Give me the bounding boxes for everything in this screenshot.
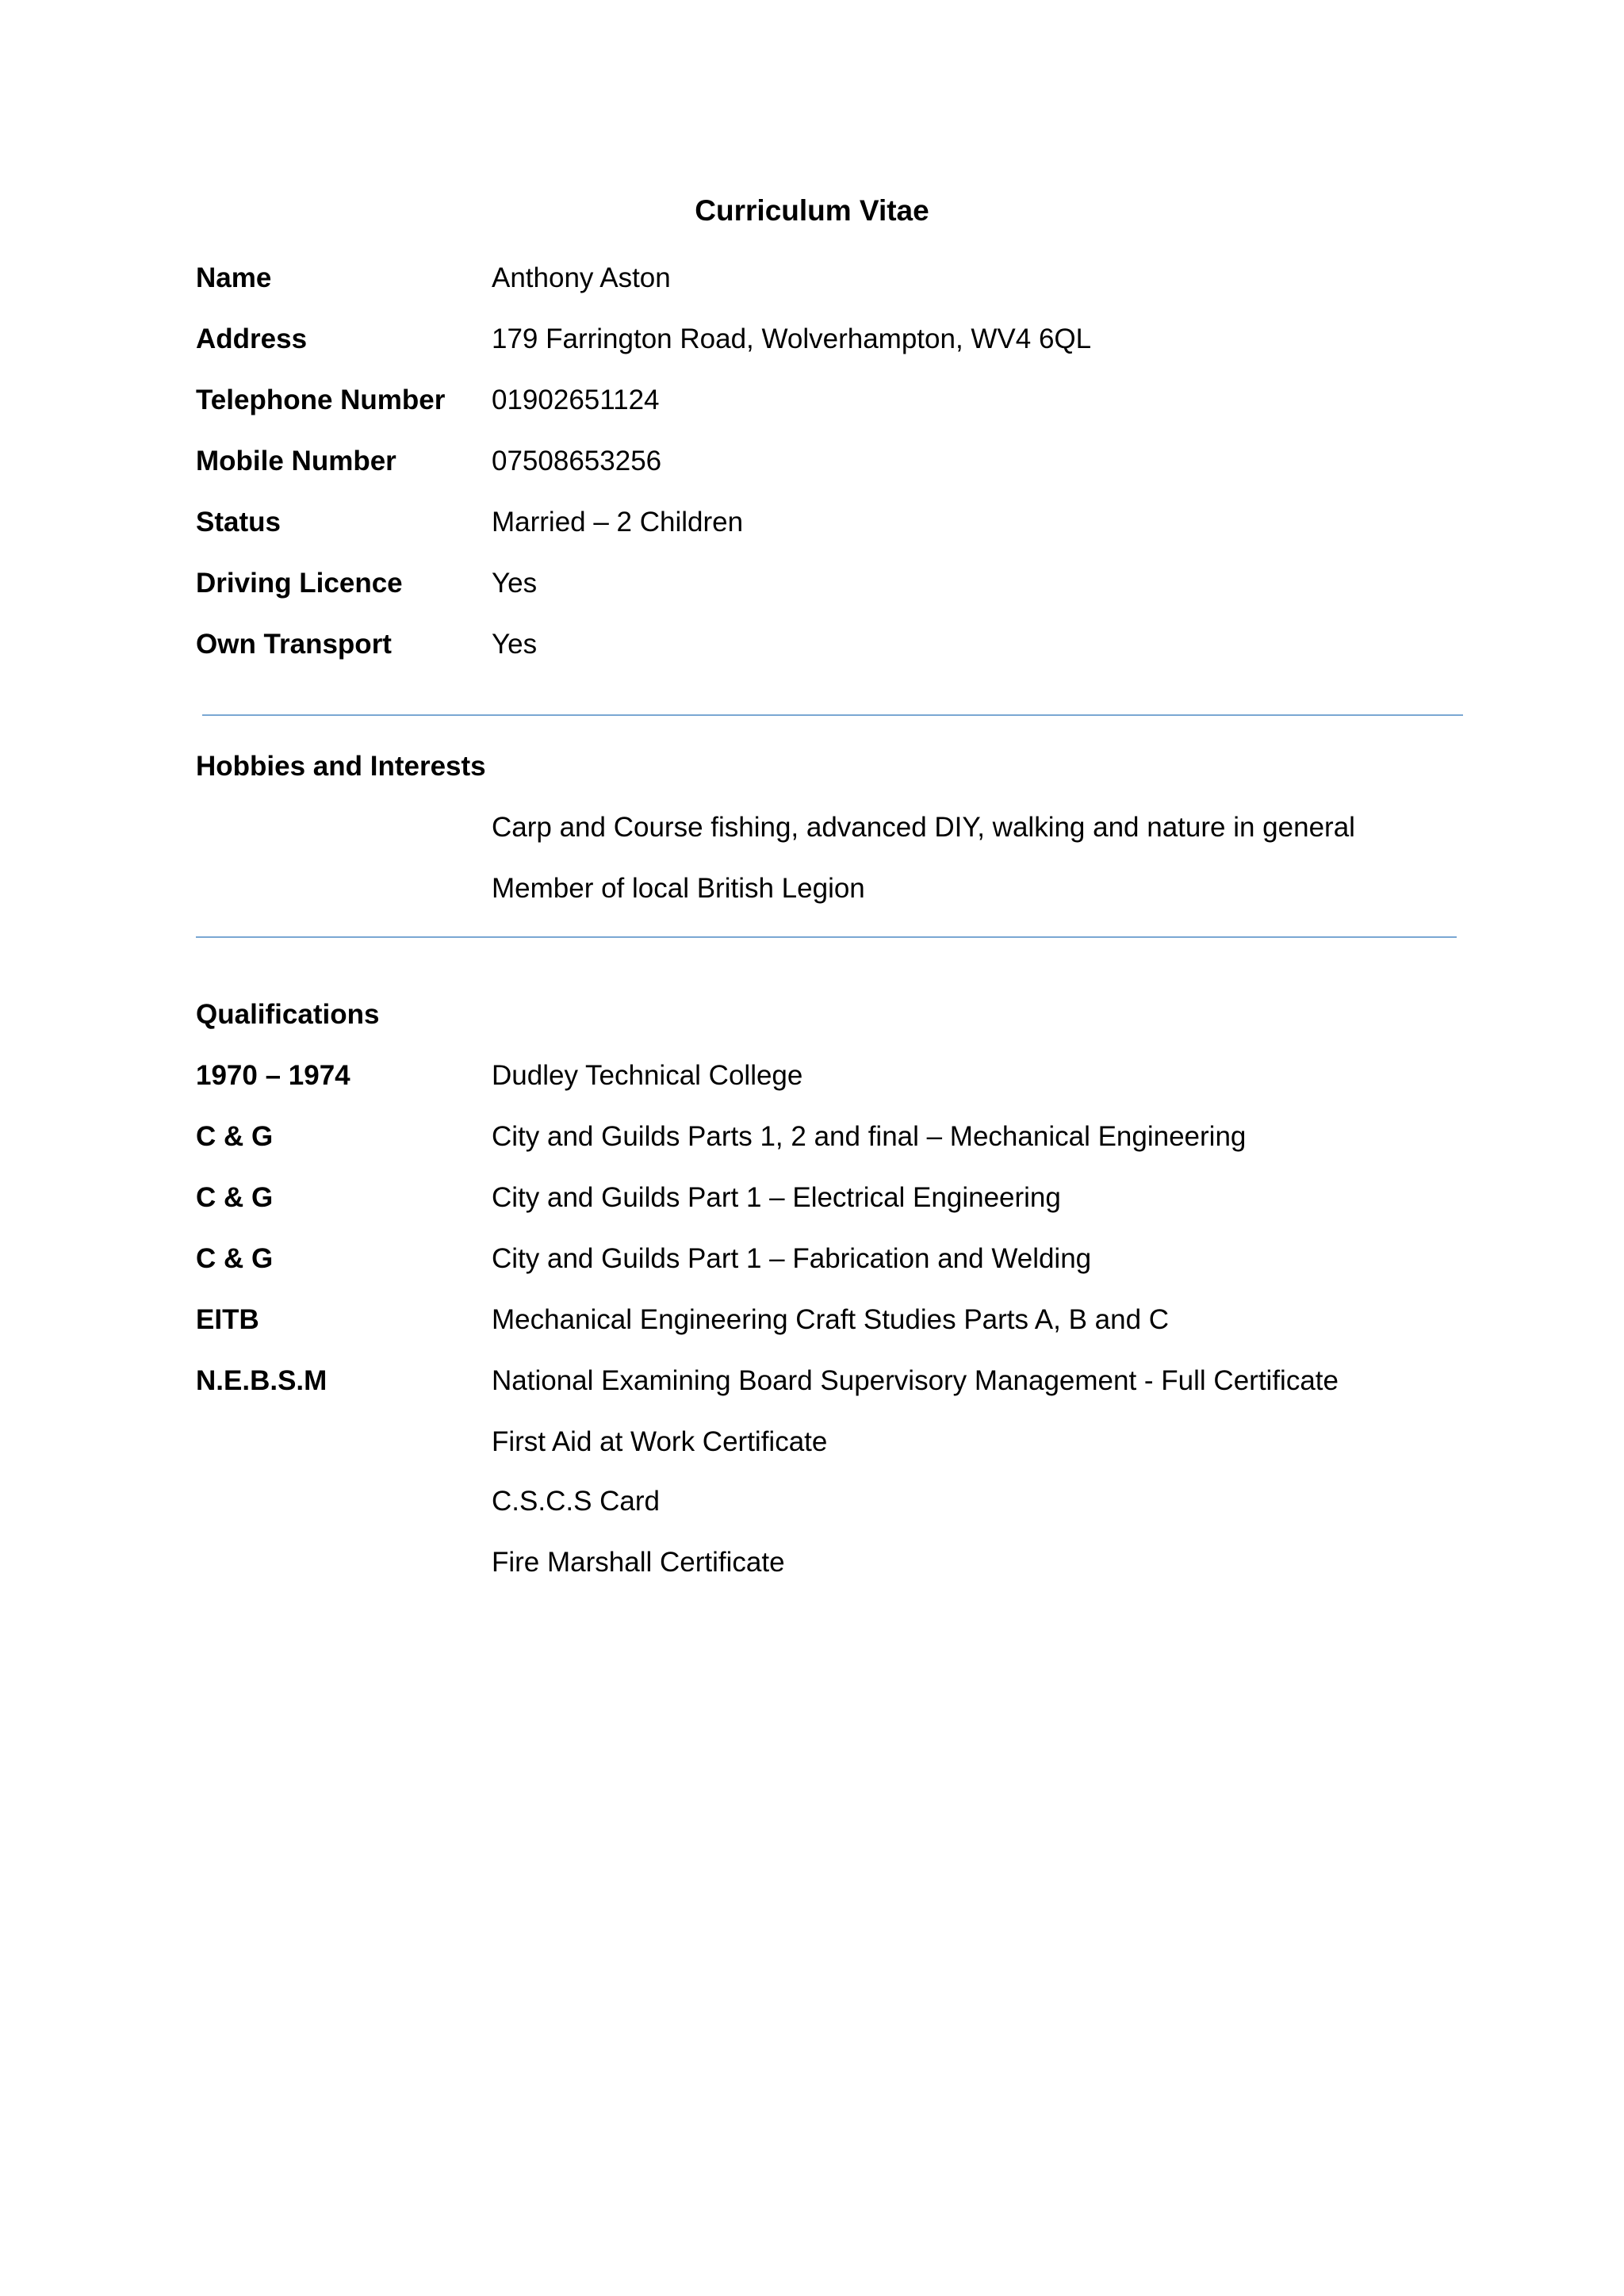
qualification-row — [196, 1539, 1465, 1586]
field-value: Married – 2 Children — [492, 507, 744, 538]
field-label: Driving Licence — [196, 568, 403, 599]
field-value: 01902651124 — [492, 385, 660, 415]
hobbies-heading: Hobbies and Interests — [196, 751, 486, 782]
personal-row-own-transport — [196, 621, 1465, 668]
qualification-row — [196, 1418, 1465, 1466]
qualification-label: C & G — [196, 1121, 274, 1152]
qualification-value: National Examining Board Supervisory Management - Full Certificate — [492, 1365, 1339, 1396]
qualification-row — [196, 1357, 1465, 1405]
hobby-text: Member of local British Legion — [492, 873, 865, 904]
qualification-value: Mechanical Engineering Craft Studies Parts A, B and C — [492, 1304, 1170, 1335]
field-label: Own Transport — [196, 629, 392, 660]
qualification-row — [196, 1478, 1465, 1525]
qualification-label: N.E.B.S.M — [196, 1365, 327, 1396]
field-label: Address — [196, 323, 308, 354]
qualification-row — [196, 1113, 1465, 1161]
qualification-value: First Aid at Work Certificate — [492, 1426, 828, 1457]
qualification-value: Fire Marshall Certificate — [492, 1547, 785, 1578]
field-label: Telephone Number — [196, 385, 446, 415]
qualification-row — [196, 1235, 1465, 1283]
field-value: Yes — [492, 629, 538, 660]
qualification-row — [196, 1174, 1465, 1222]
personal-row-address — [196, 316, 1465, 363]
qualification-label: EITB — [196, 1304, 259, 1335]
page-title: Curriculum Vitae — [695, 194, 929, 227]
section-divider — [196, 936, 1457, 938]
qualification-value: C.S.C.S Card — [492, 1486, 660, 1517]
personal-row-driving-licence — [196, 560, 1465, 607]
qualification-value: City and Guilds Parts 1, 2 and final – Mechanical Engineering — [492, 1121, 1247, 1152]
section-divider — [202, 714, 1463, 716]
qualification-label: C & G — [196, 1182, 274, 1213]
qualification-value: City and Guilds Part 1 – Fabrication and Welding — [492, 1243, 1092, 1274]
field-label: Mobile Number — [196, 446, 396, 476]
qualification-row — [196, 1052, 1465, 1100]
field-value: 07508653256 — [492, 446, 662, 476]
field-value: Anthony Aston — [492, 262, 671, 293]
field-label: Status — [196, 507, 281, 538]
qualification-row — [196, 1296, 1465, 1344]
field-value: Yes — [492, 568, 538, 599]
field-label: Name — [196, 262, 272, 293]
qualification-label: 1970 – 1974 — [196, 1060, 350, 1091]
personal-row-name — [196, 254, 1465, 302]
hobby-item — [196, 865, 1465, 913]
field-value: 179 Farrington Road, Wolverhampton, WV4 6QL — [492, 323, 1092, 354]
qualification-value: Dudley Technical College — [492, 1060, 803, 1091]
personal-row-status — [196, 499, 1465, 546]
qualifications-heading: Qualifications — [196, 999, 380, 1030]
hobby-item — [196, 804, 1465, 851]
personal-row-telephone — [196, 377, 1465, 424]
personal-row-mobile — [196, 438, 1465, 485]
qualification-value: City and Guilds Part 1 – Electrical Engineering — [492, 1182, 1061, 1213]
hobby-text: Carp and Course fishing, advanced DIY, walking and nature in general — [492, 812, 1355, 843]
qualification-label: C & G — [196, 1243, 274, 1274]
